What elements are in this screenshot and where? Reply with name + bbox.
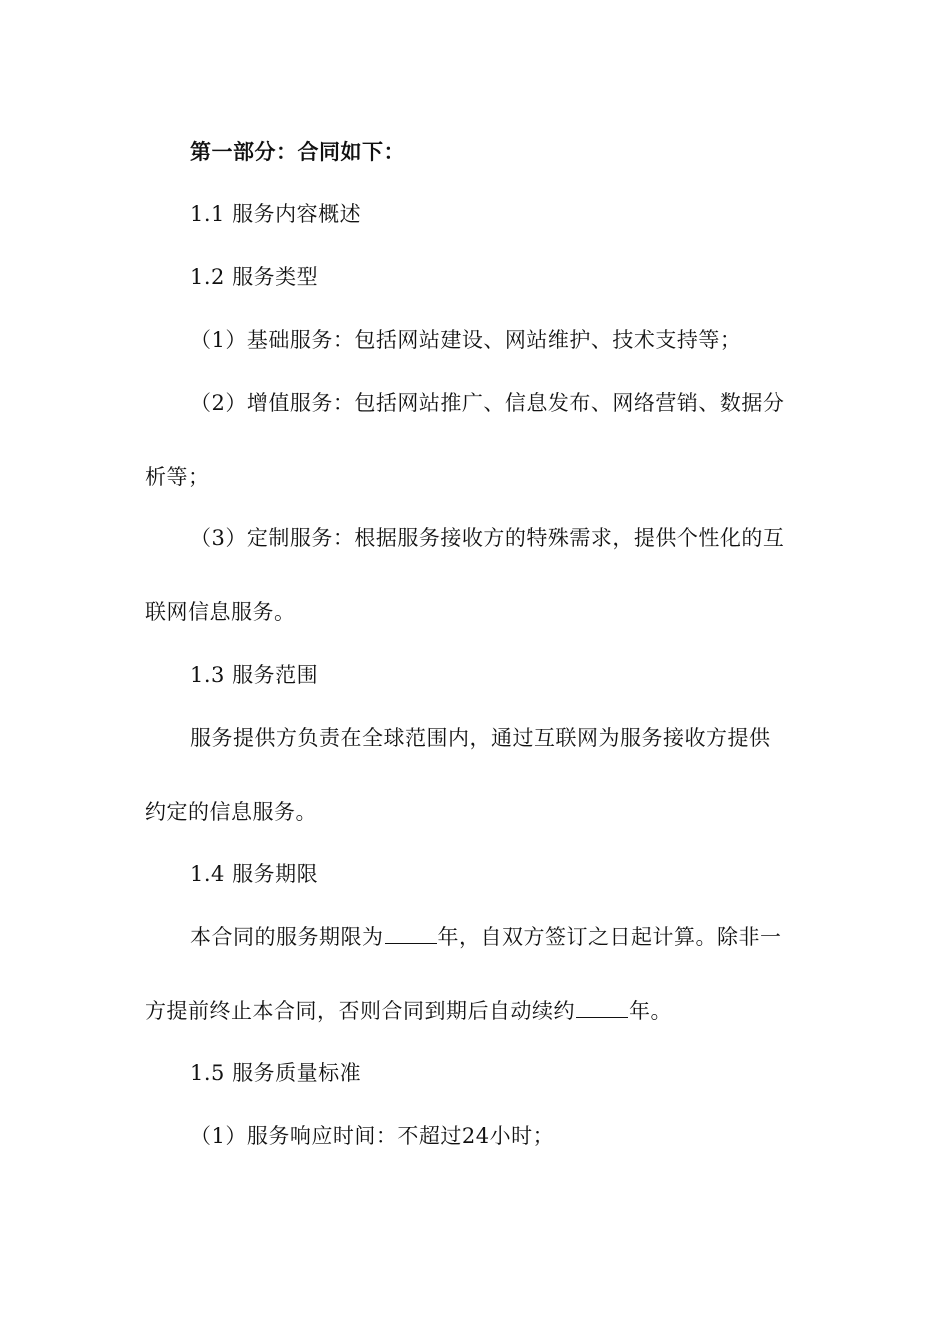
service-term-text-b: 年，自双方签订之日起计算。除非一 [437,925,782,949]
service-scope-line1: 服务提供方负责在全球范围内，通过互联网为服务接收方提供 [190,726,771,750]
service-type-value-added-line1: （2）增值服务：包括网站推广、信息发布、网络营销、数据分 [190,391,785,415]
service-term-text-c: 方提前终止本合同，否则合同到期后自动续约 [145,999,575,1023]
service-term-line1 [190,923,782,951]
service-type-custom-line1: （3）定制服务：根据服务接收方的特殊需求，提供个性化的互 [190,526,785,550]
clause-1-4-title: 1.4 服务期限 [190,862,319,886]
clause-1-3-title: 1.3 服务范围 [190,663,319,687]
service-type-custom-line2: 联网信息服务。 [145,600,296,624]
quality-response-time: （1）服务响应时间：不超过24小时； [190,1124,555,1148]
renewal-years-blank [576,997,628,1018]
term-years-blank [385,923,437,944]
clause-1-5-title: 1.5 服务质量标准 [190,1061,362,1085]
service-term-text-d: 年。 [629,999,672,1023]
section-heading: 第一部分：合同如下： [190,139,405,164]
clause-1-1-title: 1.1 服务内容概述 [190,202,362,226]
service-scope-line2: 约定的信息服务。 [145,800,317,824]
service-term-line2 [145,997,672,1025]
service-type-value-added-line2: 析等； [145,465,210,489]
service-term-text-a: 本合同的服务期限为 [190,925,384,949]
service-type-basic: （1）基础服务：包括网站建设、网站维护、技术支持等； [190,328,742,352]
clause-1-2-title: 1.2 服务类型 [190,265,319,289]
